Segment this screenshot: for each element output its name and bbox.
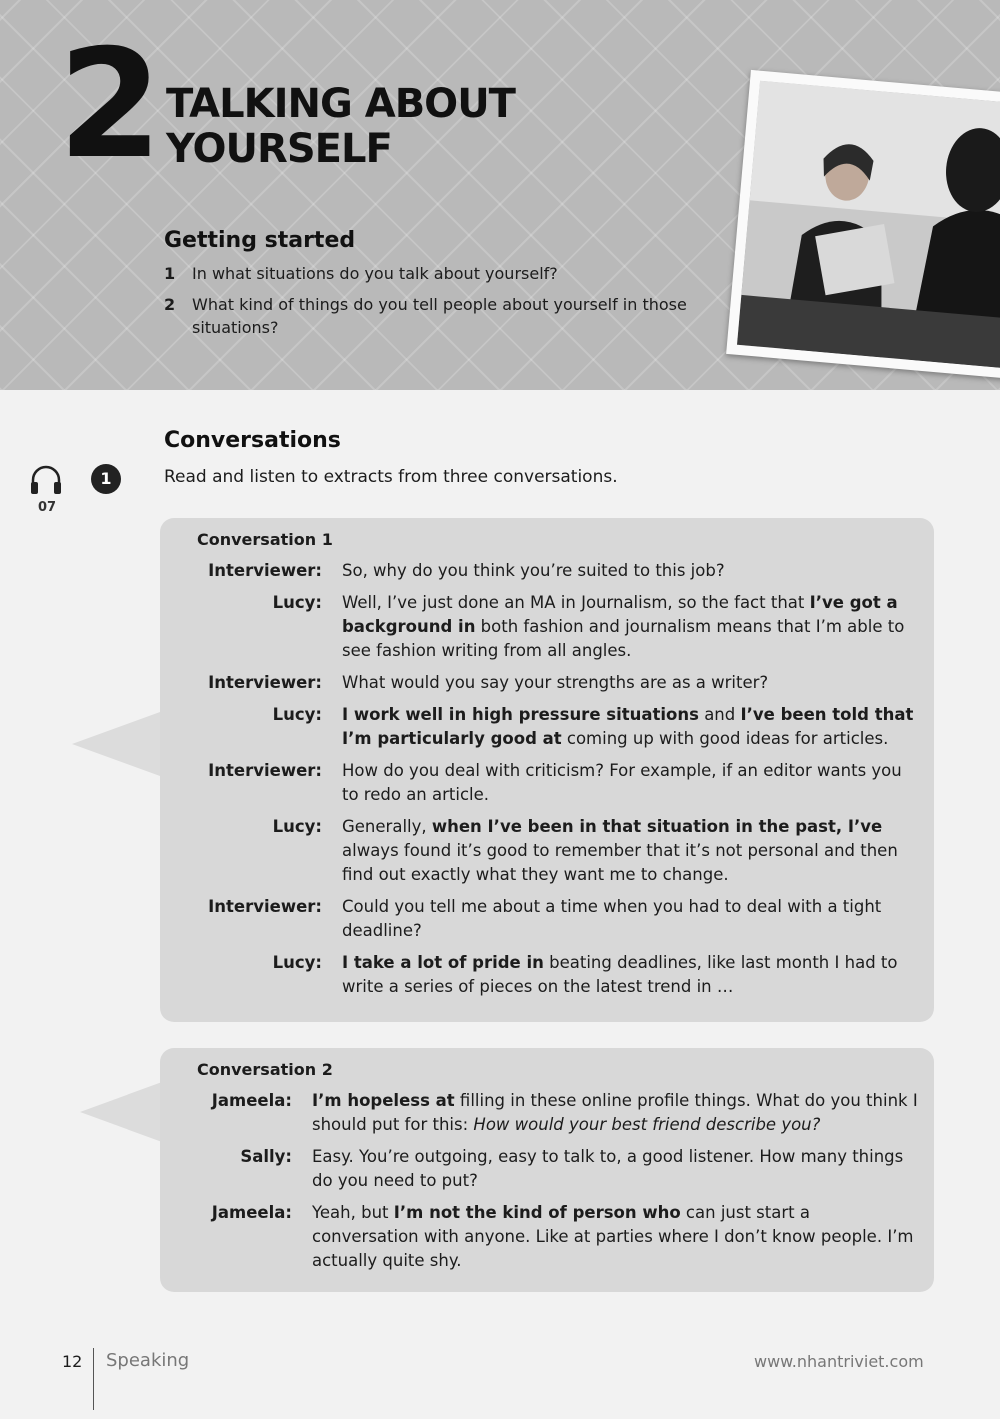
section-name: Speaking: [106, 1350, 190, 1371]
key-phrase: I’m hopeless at: [312, 1091, 455, 1110]
speech-fragment: filling in these online profile things. What do you think I should put for this:: [312, 1091, 918, 1134]
interview-scene-illustration: [737, 81, 1000, 369]
speech-fragment: What would you say your strengths are as a writer?: [342, 673, 769, 692]
speech-fragment: How would your best friend describe you?: [473, 1115, 821, 1134]
speaker-name: Lucy:: [272, 705, 322, 724]
speech-text: [342, 815, 914, 887]
speech-fragment: Easy. You’re outgoing, easy to talk to, a good listener. How many things do you need to put?: [312, 1147, 904, 1190]
key-phrase: I’ve been told that I’m particularly good at: [342, 705, 914, 748]
speaker-name: Interviewer:: [208, 761, 322, 780]
dialogue-line: [197, 671, 914, 695]
key-phrase: I’ve got a background in: [342, 593, 898, 636]
key-phrase: I work well in high pressure situations: [342, 705, 699, 724]
speech-text: [342, 759, 914, 807]
conversation-2-title: Conversation 2: [197, 1060, 333, 1079]
speech-fragment: always found it’s good to remember that it’s not personal and then find out exactly what they want me to change.: [342, 841, 898, 884]
exercise-number-badge: 1: [91, 464, 121, 494]
speaker-name: Lucy:: [272, 817, 322, 836]
item-text: In what situations do you talk about yourself?: [192, 264, 558, 283]
exercise-instruction: Read and listen to extracts from three conversations.: [164, 467, 618, 487]
speaker-name: Lucy:: [272, 953, 322, 972]
speech-fragment: Could you tell me about a time when you had to deal with a tight deadline?: [342, 897, 882, 940]
speaker-name: Interviewer:: [208, 897, 322, 916]
speech-fragment: Yeah, but: [312, 1203, 394, 1222]
speech-fragment: Generally,: [342, 817, 432, 836]
photo-image: [737, 81, 1000, 369]
key-phrase: I’m not the kind of person who: [393, 1203, 681, 1222]
interview-photo: [726, 70, 1000, 379]
speaker-name: Sally:: [240, 1147, 292, 1166]
speech-text: [342, 703, 914, 751]
chapter-title-line2: YOURSELF: [166, 126, 392, 172]
conversations-heading: Conversations: [164, 428, 341, 453]
speech-text: [312, 1145, 918, 1193]
speaker-name: Lucy:: [272, 593, 322, 612]
dialogue-line: [197, 951, 914, 999]
dialogue-line: [197, 815, 914, 887]
speech-fragment: So, why do you think you’re suited to this job?: [342, 561, 725, 580]
conversation-2-lines: [197, 1089, 918, 1273]
speech-text: [342, 895, 914, 943]
speaker-name: Interviewer:: [208, 673, 322, 692]
chapter-number: 2: [58, 18, 157, 192]
footer-divider: [93, 1348, 94, 1410]
speaker-name: Interviewer:: [208, 561, 322, 580]
list-item: [164, 293, 724, 339]
speech-fragment: coming up with good ideas for articles.: [561, 729, 889, 748]
page-number: 12: [62, 1352, 83, 1371]
speech-fragment: both fashion and journalism means that I’m able to see fashion writing from all angles.: [342, 617, 905, 660]
item-number: 1: [164, 264, 176, 283]
key-phrase: when I’ve been in that situation in the past, I’ve: [431, 817, 883, 836]
speech-fragment: can just start a conversation with anyone. Like at parties where I don’t know people. I’m actually quite shy.: [312, 1203, 914, 1270]
conversation-1-title: Conversation 1: [197, 530, 333, 549]
speech-pointer-1: [72, 712, 160, 776]
getting-started-list: [164, 262, 724, 347]
dialogue-line: [197, 1145, 918, 1193]
conversation-2-box: [160, 1048, 934, 1292]
speech-fragment: beating deadlines, like last month I had to write a series of pieces on the latest trend in …: [342, 953, 898, 996]
dialogue-line: [197, 559, 914, 583]
conversation-1-lines: [197, 559, 914, 999]
getting-started-heading: Getting started: [164, 228, 356, 253]
speech-fragment: Well, I’ve just done an MA in Journalism, so the fact that: [342, 593, 810, 612]
conversation-1-box: [160, 518, 934, 1022]
website-url: www.nhantriviet.com: [754, 1352, 924, 1371]
speech-text: [342, 559, 914, 583]
speech-text: [342, 951, 914, 999]
headphones-icon[interactable]: [28, 462, 64, 502]
dialogue-line: [197, 1201, 918, 1273]
list-item: [164, 262, 724, 285]
speaker-name: Jameela:: [211, 1203, 292, 1222]
dialogue-line: [197, 1089, 918, 1137]
key-phrase: I take a lot of pride in: [342, 953, 544, 972]
chapter-title: [166, 82, 586, 172]
speech-fragment: How do you deal with criticism? For example, if an editor wants you to redo an article.: [342, 761, 902, 804]
dialogue-line: [197, 703, 914, 751]
speech-text: [342, 671, 914, 695]
dialogue-line: [197, 759, 914, 807]
dialogue-line: [197, 591, 914, 663]
chapter-title-line1: TALKING ABOUT: [166, 81, 515, 127]
item-number: 2: [164, 295, 176, 314]
speaker-name: Jameela:: [211, 1091, 292, 1110]
speech-text: [312, 1201, 918, 1273]
speech-text: [342, 591, 914, 663]
dialogue-line: [197, 895, 914, 943]
item-text: What kind of things do you tell people about yourself in those situations?: [192, 295, 687, 337]
speech-pointer-2: [80, 1082, 162, 1142]
speech-fragment: and: [698, 705, 741, 724]
speech-text: [312, 1089, 918, 1137]
audio-track-number: 07: [38, 500, 57, 515]
